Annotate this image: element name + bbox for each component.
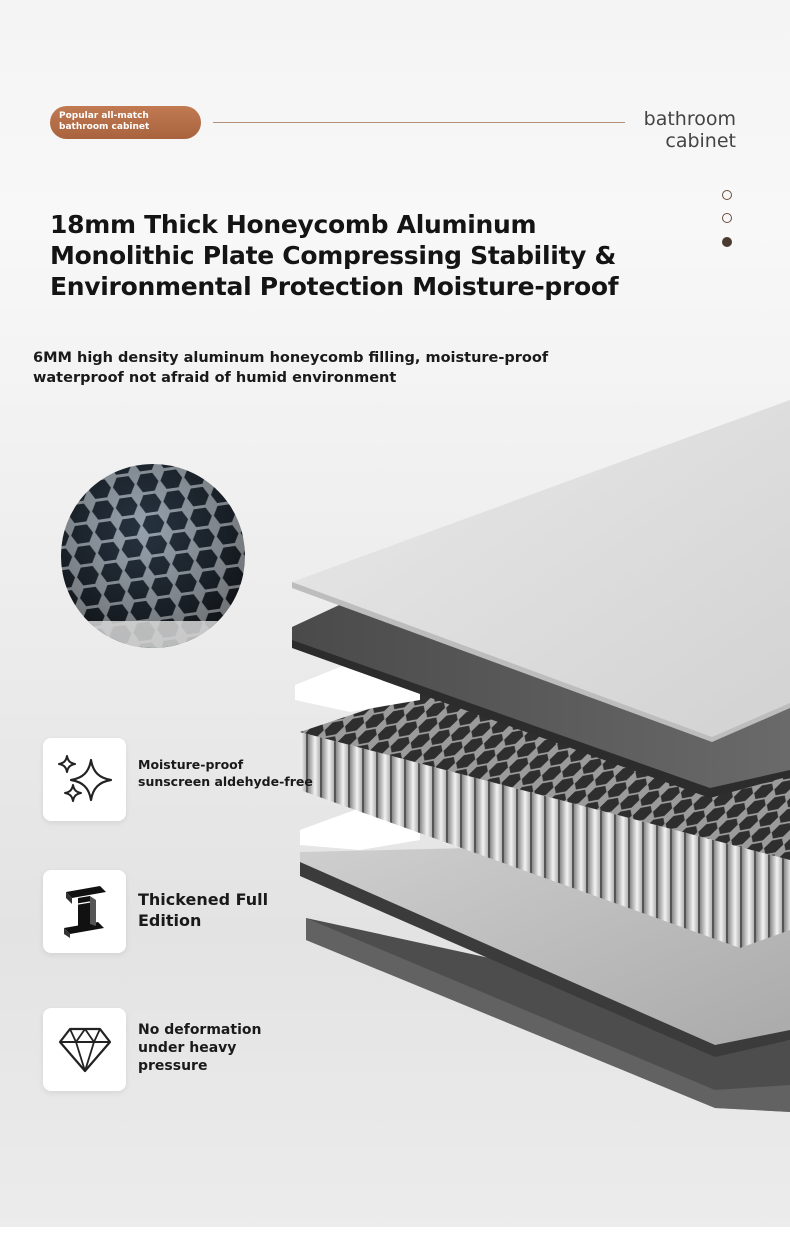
badge-line-1: Popular all-match — [59, 111, 149, 121]
headline-line-3: Environmental Protection Moisture-proof — [50, 272, 619, 301]
feature-text-thickened — [138, 889, 268, 931]
subheadline-line-2: waterproof not afraid of humid environment — [33, 370, 397, 386]
honeycomb-closeup-photo — [60, 463, 246, 649]
brand-line-2: cabinet — [665, 130, 736, 152]
brand-line-1: bathroom — [643, 108, 736, 130]
subheadline-line-1: 6MM high density aluminum honeycomb filling, moisture-proof — [33, 350, 549, 366]
bottom-strip — [0, 1227, 790, 1239]
badge-line-2: bathroom cabinet — [59, 122, 150, 132]
feature-1-line-2: sunscreen aldehyde-free — [138, 774, 313, 789]
feature-card-moisture — [43, 738, 126, 821]
headline-line-2: Monolithic Plate Compressing Stability & — [50, 241, 617, 270]
feature-card-pressure — [43, 1008, 126, 1091]
feature-text-pressure — [138, 1021, 261, 1075]
feature-card-thickened — [43, 870, 126, 953]
headline-line-1: 18mm Thick Honeycomb Aluminum — [50, 210, 537, 239]
feature-2-line-1: Thickened Full — [138, 890, 269, 909]
feature-3-line-3: pressure — [138, 1058, 208, 1074]
steel-beam-icon — [60, 884, 110, 940]
feature-1-line-1: Moisture-proof — [138, 757, 244, 772]
diamond-icon — [58, 1026, 112, 1074]
feature-3-line-1: No deformation — [138, 1022, 262, 1038]
feature-text-moisture — [138, 756, 313, 790]
feature-2-line-2: Edition — [138, 911, 202, 930]
sparkle-icon — [55, 752, 115, 808]
feature-3-line-2: under heavy — [138, 1040, 237, 1056]
